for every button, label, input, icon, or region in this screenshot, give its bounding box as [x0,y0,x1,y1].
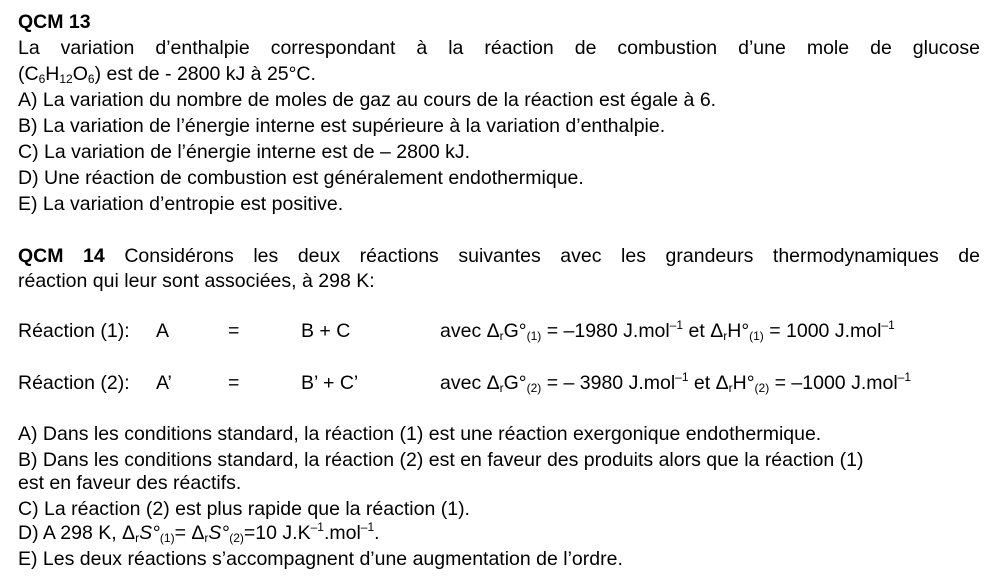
thermo-values: avec $\Delta_rG^\circ_{(1)} = -1980$ J.mol$^{-1}$ et $\Delta_rH^\circ_{(1)} = 1000$ J.mol$^{-1}$ [440,318,895,343]
qcm13-stem-line2: $(C_6H_{12}O_6)$ est de - 2800 kJ à 25°C. [18,63,316,86]
qcm14-stem-line1: QCM 14 Considérons les deux réactions suivantes avec les grandeurs thermodynamiques de [18,245,980,267]
qcm14-stem-line2: réaction qui leur sont associées, à 298 K: [18,270,375,292]
qcm14-option-c: C) La réaction (2) est plus rapide que la réaction (1). [18,498,470,520]
products: B + C [301,320,351,342]
qcm13-stem-line1: La variation d’enthalpie correspondant à la réaction de combustion d’une mole de glucose [18,37,980,59]
reactant: A’ [156,372,172,394]
reaction-label: Réaction (2): [18,372,130,394]
qcm14-option-d: D) A 298 K, $\Delta_rS^\circ_{(1)}= \Delta_rS^\circ_{(2)}=10$ $J.K^{-1}.mol^{-1}$. [18,520,380,545]
reactant: A [156,320,170,342]
reaction-label: Réaction (1): [18,320,130,342]
qcm13-title: QCM 13 [18,11,91,33]
qcm13-option-e: E) La variation d’entropie est positive. [18,193,344,215]
qcm14-option-b-line1: B) Dans les conditions standard, la réaction (2) est en faveur des produits alors que la réaction (1) [18,449,864,471]
thermo-values: avec $\Delta_rG^\circ_{(2)}$ = – 3980 J.mol$^{-1}$ et $\Delta_rH^\circ_{(2)} = -1000$ J.mol$^{-1}$ [440,370,912,395]
qcm14-option-b-line2: est en faveur des réactifs. [18,472,242,494]
qcm14-option-e: E) Les deux réactions s’accompagnent d’une augmentation de l’ordre. [18,548,623,570]
qcm13-option-c: C) La variation de l’énergie interne est de – 2800 kJ. [18,141,471,163]
equals: = [228,372,240,394]
qcm14-option-a: A) Dans les conditions standard, la réaction (1) est une réaction exergonique endothermique. [18,423,822,445]
reaction-1 [18,320,980,346]
qcm13-option-b: B) La variation de l’énergie interne est supérieure à la variation d’enthalpie. [18,115,666,137]
reaction-2 [18,372,980,398]
qcm13-option-a: A) La variation du nombre de moles de gaz au cours de la réaction est égale à 6. [18,89,717,111]
products: B’ + C’ [301,372,359,394]
qcm13-option-d: D) Une réaction de combustion est généralement endothermique. [18,167,584,189]
equals: = [228,320,240,342]
